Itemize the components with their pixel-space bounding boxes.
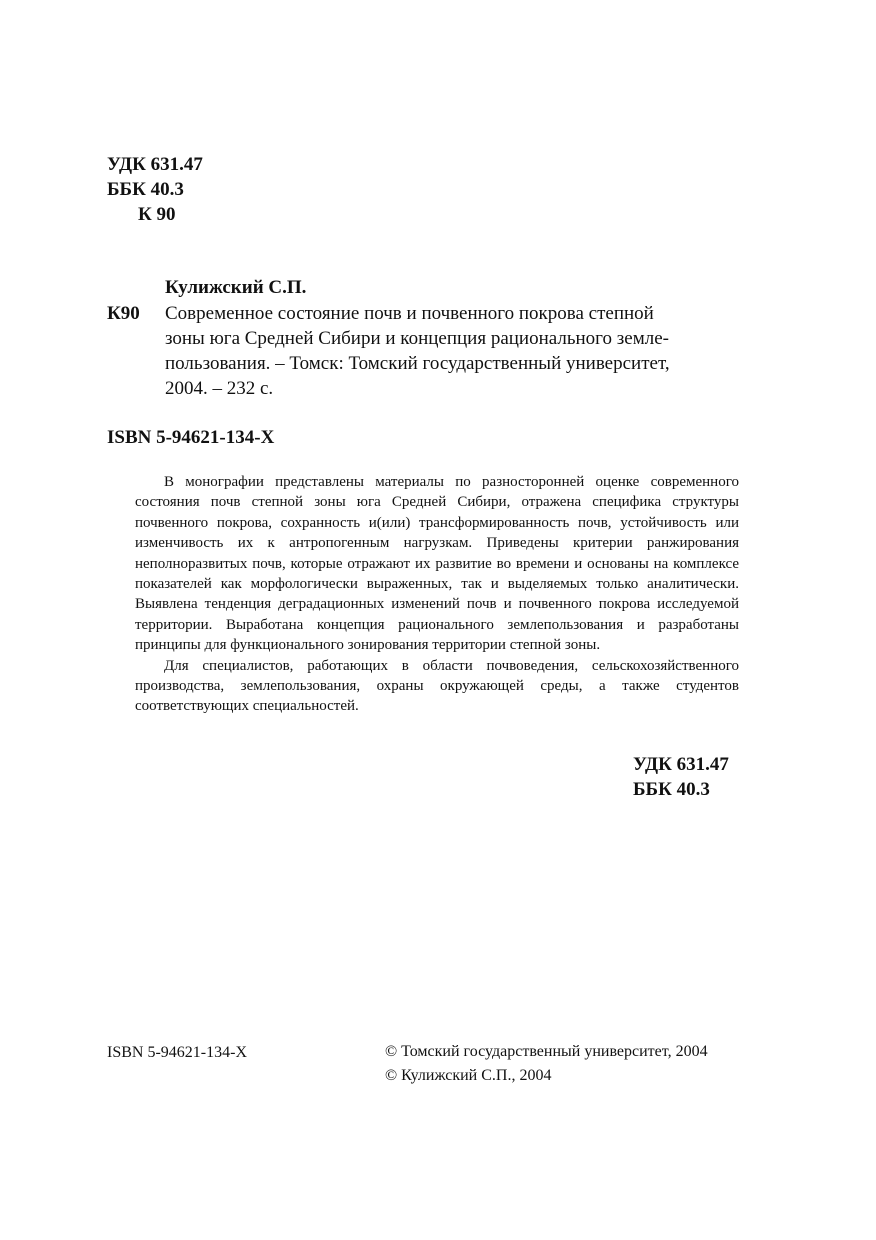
bibliographic-line: 2004. – 232 с.: [165, 378, 274, 399]
abstract-paragraph: В монографии представлены материалы по разносторонней оценке современного состояния почв степной зоны юга Средней Сибири, отражена специфика структуры почвенного покрова, сохранность и(или) трансформированность почв, устойчивость или изменчивость их к антропогенным нагрузкам. Приведены критерии ранжирования неполноразвитых почв, которые отражают их развитие во времени и основаны на комплексе показателей как морфологически выраженных, так и выделяемых только аналитически. Выявлена тенденция деградационных изменений почв и почвенного покрова исследуемой территории. Выработана концепция рационального землепользования и разработаны принципы для функционального зонирования территории степной зоны.: [135, 474, 739, 654]
bbk-code: ББК 40.3: [107, 179, 184, 200]
classification-block: [633, 752, 729, 802]
copyright-university: © Томский государственный университет, 2004: [385, 1043, 708, 1060]
bbk-code: ББК 40.3: [633, 779, 710, 800]
bibliographic-line: зоны юга Средней Сибири и концепция рационального земле-: [165, 328, 669, 349]
copyright-author: © Кулижский С.П., 2004: [385, 1067, 552, 1084]
copyright-block: [385, 1040, 708, 1088]
bibliographic-line: Современное состояние почв и почвенного покрова степной: [165, 303, 654, 324]
author-mark-left: К90: [107, 303, 140, 324]
bibliographic-line: пользования. – Томск: Томский государственный университет,: [165, 353, 670, 374]
abstract: [135, 472, 739, 717]
author-mark: К 90: [138, 204, 176, 225]
author-name: Кулижский С.П.: [165, 277, 307, 298]
abstract-paragraph: Для специалистов, работающих в области почвоведения, сельскохозяйственного производства, землепользования, охраны окружающей среды, а также студентов соответствующих специальностей.: [135, 657, 739, 715]
isbn: ISBN 5-94621-134-X: [107, 427, 275, 448]
udk-code: УДК 631.47: [107, 154, 203, 175]
header-classification: [107, 152, 203, 227]
footer-isbn: ISBN 5-94621-134-X: [107, 1044, 247, 1061]
udk-code: УДК 631.47: [633, 754, 729, 775]
